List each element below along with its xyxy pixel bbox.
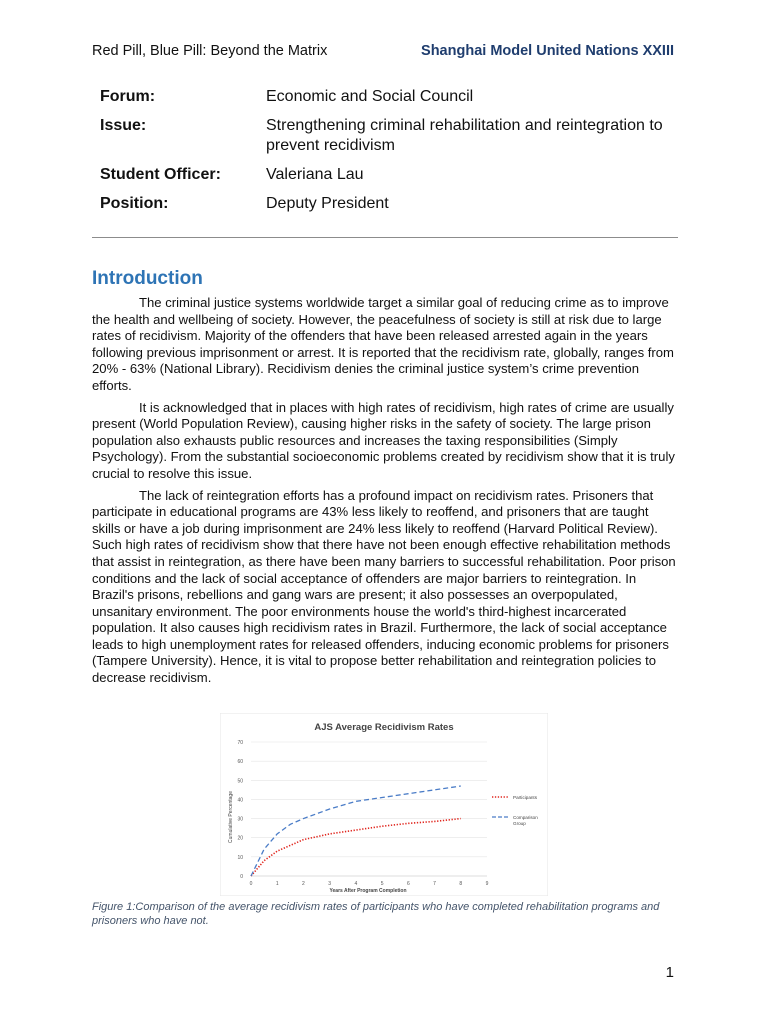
chart-title: AJS Average Recidivism Rates xyxy=(314,722,454,733)
recidivism-chart xyxy=(220,713,548,896)
meta-value: Strengthening criminal rehabilitation and reintegration to prevent recidivism xyxy=(266,117,663,154)
meta-value: Deputy President xyxy=(266,195,389,212)
y-tick-label: 20 xyxy=(237,835,243,842)
meta-label: Issue: xyxy=(100,117,147,134)
y-tick-label: 60 xyxy=(237,759,243,766)
figure-caption: Figure 1:Comparison of the average recidivism rates of participants who have completed rehabilitation programs and prisoners who have not. xyxy=(92,901,660,927)
y-tick-label: 50 xyxy=(237,778,243,785)
x-tick-label: 0 xyxy=(249,881,253,887)
divider xyxy=(92,237,678,238)
chart-svg xyxy=(220,713,548,896)
section-title: Introduction xyxy=(92,268,203,289)
x-tick-label: 3 xyxy=(328,881,332,887)
x-tick-label: 6 xyxy=(406,881,410,887)
x-tick-label: 9 xyxy=(485,881,489,887)
header-title: Red Pill, Blue Pill: Beyond the Matrix xyxy=(92,43,328,59)
page-number: 1 xyxy=(665,964,674,981)
paragraph: The criminal justice systems worldwide target a similar goal of reducing crime as to improve the health and wellbeing of society. However, the peacefulness of society is still at risk due to large rates of recidivism. Majority of the offenders that have been released arrested again in the years following previous imprisonment or arrest. It is reported that the recidivism rate, globally, ranges from 20% - 63% (National Library). Recidivism denies the criminal justice system’s crime prevention efforts. xyxy=(92,295,674,393)
y-tick-label: 0 xyxy=(240,874,243,880)
meta-label: Forum: xyxy=(100,88,156,105)
meta-row-issue xyxy=(100,116,680,156)
body-text xyxy=(92,295,678,692)
meta-row-position xyxy=(100,194,680,214)
x-tick-label: 2 xyxy=(302,881,305,887)
x-tick-label: 7 xyxy=(433,881,436,887)
meta-label: Position: xyxy=(100,195,169,212)
y-tick-label: 30 xyxy=(237,816,243,823)
y-tick-label: 70 xyxy=(237,740,243,746)
y-tick-label: 10 xyxy=(237,854,243,861)
meta-value: Valeriana Lau xyxy=(266,166,364,183)
header-conference: Shanghai Model United Nations XXIII xyxy=(421,43,674,59)
x-tick-label: 4 xyxy=(354,881,358,887)
meta-table xyxy=(100,87,680,223)
meta-value: Economic and Social Council xyxy=(266,88,474,105)
paragraph: It is acknowledged that in places with high rates of recidivism, high rates of crime are usually present (World Population Review), causing higher risks in the safety of society. The large prison population also exhausts public resources and increases the taxing responsibilities (Simply Psychology). From the substantial socioeconomic problems created by recidivism show that it is truly crucial to resolve this issue. xyxy=(92,399,675,481)
x-tick-label: 8 xyxy=(459,881,463,887)
chart-frame xyxy=(220,713,548,896)
meta-row-officer xyxy=(100,165,680,185)
legend-label: Participants xyxy=(513,795,538,800)
y-tick-label: 40 xyxy=(237,797,243,804)
x-tick-label: 5 xyxy=(380,881,384,887)
meta-row-forum xyxy=(100,87,680,107)
x-tick-label: 1 xyxy=(275,881,279,887)
x-axis-label: Years After Program Completion xyxy=(329,888,407,894)
y-axis-label: Cumulative Percentage xyxy=(228,791,234,843)
meta-label: Student Officer: xyxy=(100,166,221,183)
paragraph: The lack of reintegration efforts has a profound impact on recidivism rates. Prisoners that participate in educational programs are 43% less likely to reoffend, and prisoners that are taught skills or have a job during imprisonment are 24% less likely to reoffend (Harvard Political Review). Such high rates of recidivism show that there have not been enough effective rehabilitation methods that assist in reintegration, as there have been many barriers to successful rehabilitation. Poor prison conditions and the lack of social acceptance of offenders are major barriers to reintegration. In Brazil's prisons, rebellions and gang wars are present; it also possesses an overpopulated, unsanitary environment. The poor environments house the world's third-highest incarcerated population. It also causes high recidivism rates in Brazil. Furthermore, the lack of social acceptance leads to high unemployment rates for released offenders, inducing economic problems for prisoners (Tampere University). Hence, it is vital to propose better rehabilitation and reintegration policies to decrease recidivism. xyxy=(92,487,676,686)
legend-label: Comparison Group xyxy=(513,815,538,826)
